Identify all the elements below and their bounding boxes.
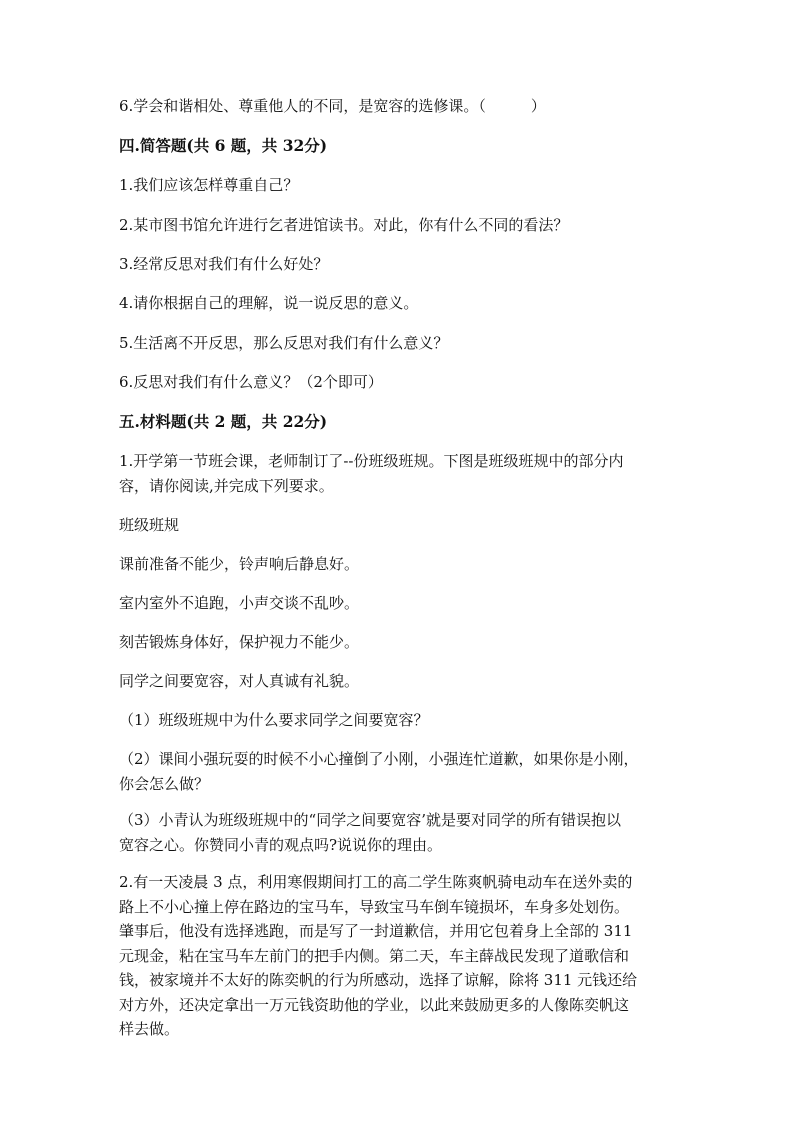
material-question-2-line-5: 钱，被家境并不太好的陈奕帆的行为所感动，选择了谅解，除将 311 元钱还给 bbox=[119, 971, 638, 989]
material-question-1-intro-line-1: 1.开学第一节班会课，老师制订了--份班级班规。下图是班级班规中的部分内 bbox=[119, 452, 624, 470]
class-rules-title: 班级班规 bbox=[119, 516, 180, 534]
sub-question-2-line-1: （2）课间小强玩耍的时候不小心撞倒了小刚，小强连忙道歉，如果你是小刚， bbox=[119, 750, 639, 768]
section-4-question-4: 4.请你根据自己的理解，说一说反思的意义。 bbox=[119, 294, 419, 312]
question-6-true-false: 6.学会和谐相处、尊重他人的不同，是宽容的选修课。（ ） bbox=[119, 97, 546, 115]
material-question-1-intro-line-2: 容，请你阅读,并完成下列要求。 bbox=[119, 477, 334, 495]
material-question-2-line-1: 2.有一天凌晨 3 点，利用寒假期间打工的高二学生陈爽帆骑电动车在送外卖的 bbox=[119, 873, 633, 891]
section-4-question-3: 3.经常反思对我们有什么好处？ bbox=[119, 255, 329, 273]
sub-question-1: （1）班级班规中为什么要求同学之间要宽容？ bbox=[119, 711, 429, 729]
sub-question-3-line-2: 宽容之心。你赞同小青的观点吗?说说你的理由。 bbox=[119, 836, 443, 854]
class-rule-1: 课前准备不能少，铃声响后静息好。 bbox=[119, 555, 360, 573]
section-4-heading: 四.简答题(共 6 题，共 32分) bbox=[119, 136, 328, 155]
material-question-2-line-7: 样去做。 bbox=[119, 1020, 180, 1038]
material-question-2-line-3: 肇事后，他没有选择逃跑，而是写了一封道歉信，并用它包着身上全部的 311 bbox=[119, 922, 633, 940]
class-rule-2: 室内室外不追跑，小声交谈不乱吵。 bbox=[119, 594, 360, 612]
material-question-2-line-6: 对方外，还决定拿出一万元钱资助他的学业，以此来鼓励更多的人像陈奕帆这 bbox=[119, 996, 630, 1014]
sub-question-3-line-1: （3）小青认为班级班规中的“同学之间要宽容’就是要对同学的所有错误抱以 bbox=[119, 811, 621, 829]
section-4-question-6: 6.反思对我们有什么意义？（2个即可） bbox=[119, 373, 383, 391]
sub-question-2-line-2: 你会怎么做？ bbox=[119, 775, 210, 793]
section-4-question-5: 5.生活离不开反思，那么反思对我们有什么意义？ bbox=[119, 334, 449, 352]
class-rule-3: 刻苦锻炼身体好，保护视力不能少。 bbox=[119, 633, 360, 651]
class-rule-4: 同学之间要宽容，对人真诚有礼貌。 bbox=[119, 672, 360, 690]
material-question-2-line-4: 元现金，粘在宝马车左前门的把手内侧。第二天，车主薛战民发现了道歌信和 bbox=[119, 947, 630, 965]
section-5-heading: 五.材料题(共 2 题，共 22分) bbox=[119, 412, 328, 431]
section-4-question-2: 2.某市图书馆允许进行乞者进馆读书。对此，你有什么不同的看法？ bbox=[119, 216, 569, 234]
section-4-question-1: 1.我们应该怎样尊重自己？ bbox=[119, 176, 299, 194]
material-question-2-line-2: 路上不小心撞上停在路边的宝马车，导致宝马车倒车镜损坏，车身多处划伤。 bbox=[119, 898, 630, 916]
